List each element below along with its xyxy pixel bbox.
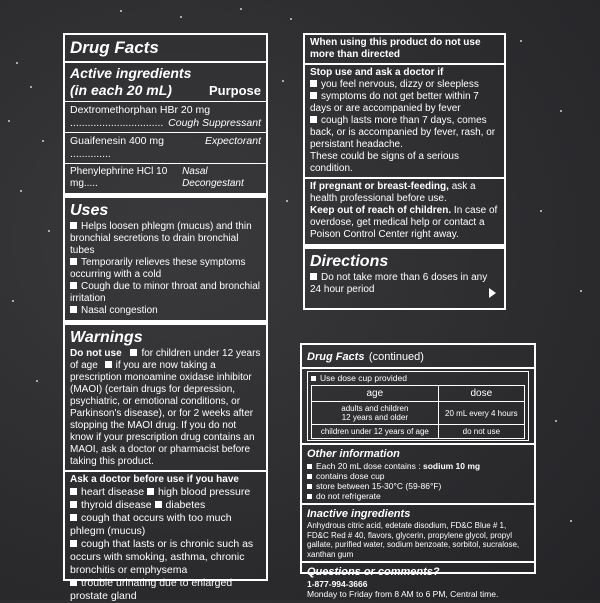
- star-dot: [30, 86, 32, 88]
- star-dot: [42, 140, 44, 142]
- star-dot: [286, 200, 288, 202]
- list-item: Temporarily relieves these symptoms occurring with a cold: [70, 257, 246, 280]
- table-header-dose: dose: [438, 386, 524, 402]
- star-dot: [520, 40, 522, 42]
- other-information-heading: Other information: [307, 448, 400, 460]
- list-item: Each 20 mL dose contains : sodium 10 mg: [307, 461, 529, 471]
- star-dot: [555, 420, 557, 422]
- dose-table: [311, 385, 525, 439]
- uses-list: [70, 221, 261, 317]
- dose-cup-note: Use dose cup provided: [311, 373, 525, 383]
- star-dot: [540, 210, 542, 212]
- ingredient-1-purpose: Cough Suppressant: [168, 117, 261, 129]
- drug-facts-panel-warnings-cont: [303, 33, 506, 310]
- warnings-heading: Warnings: [70, 329, 143, 346]
- star-dot: [180, 16, 182, 18]
- list-item: thyroid disease diabetes: [70, 499, 261, 512]
- table-row: adults and children 12 years and older 20 mL every 4 hours: [312, 402, 525, 425]
- star-dot: [570, 520, 572, 522]
- list-item: Helps loosen phlegm (mucus) and thin bronchial secretions to drain bronchial tubes: [70, 221, 252, 256]
- inactive-ingredients-text: Anhydrous citric acid, edetate disodium, FD&C Blue # 1, FD&C Red # 40, flavors, glycerin, propylene glycol, propyl gallate, purified water, sodium benzoate, sorbitol, sucralose, xanthan gum: [307, 521, 520, 559]
- uses-heading: Uses: [70, 202, 109, 219]
- drug-facts-title: Drug Facts: [70, 38, 159, 57]
- stop-use-heading: Stop use and ask a doctor if: [310, 67, 444, 78]
- star-dot: [580, 290, 582, 292]
- star-dot: [120, 10, 122, 12]
- directions-heading: Directions: [310, 253, 389, 270]
- ingredient-1: Dextromethorphan HBr 20 mg: [70, 104, 211, 116]
- star-dot: [282, 80, 284, 82]
- ask-doctor-list: [70, 486, 261, 603]
- star-dot: [36, 380, 38, 382]
- ingredient-2-purpose: Expectorant: [204, 135, 261, 147]
- ingredient-3: Phenylephrine HCl 10 mg.....: [70, 166, 168, 189]
- ingredient-3-purpose: Nasal Decongestant: [182, 166, 244, 189]
- list-item: Nasal congestion: [70, 305, 261, 317]
- purpose-heading: Purpose: [208, 83, 261, 98]
- list-item: cough that lasts or is chronic such as occurs with smoking, asthma, chronic bronchitis or emphysema: [70, 538, 254, 576]
- directions-item: Do not take more than 6 doses in any 24 hour period: [310, 272, 488, 295]
- star-dot: [290, 18, 292, 20]
- ingredient-2: Guaifenesin 400 mg ..............: [70, 135, 164, 160]
- list-item: cough that occurs with too much phlegm (mucus): [70, 512, 232, 537]
- inactive-ingredients-heading: Inactive ingredients: [307, 508, 411, 520]
- phone-number: 1-877-994-3666: [307, 579, 368, 589]
- per-dose-label: (in each 20 mL): [70, 82, 172, 98]
- star-dot: [12, 300, 14, 302]
- continued-title: Drug Facts (continued): [307, 351, 424, 363]
- ingredient-1-dots: ................................: [70, 117, 164, 129]
- star-dot: [48, 230, 50, 232]
- ask-doctor-heading: Ask a doctor before use if you have: [70, 474, 239, 485]
- star-dot: [16, 62, 18, 64]
- hours-text: Monday to Friday from 8 AM to 6 PM, Central time.: [307, 589, 499, 599]
- star-dot: [8, 120, 10, 122]
- dose-table-box: [307, 371, 529, 441]
- drug-facts-panel-main: [63, 33, 268, 602]
- drug-facts-panel-continued: [300, 343, 536, 599]
- active-ingredients-heading: Active ingredients: [70, 65, 192, 81]
- table-header-age: age: [312, 386, 439, 402]
- list-item: trouble urinating due to enlarged prostate gland: [70, 577, 233, 602]
- serious-text: These could be signs of a serious condition.: [310, 151, 459, 174]
- list-item: store between 15-30°C (59-86°F): [307, 481, 529, 491]
- star-dot: [560, 110, 562, 112]
- star-dot: [240, 8, 242, 10]
- list-item: Cough due to minor throat and bronchial irritation: [70, 281, 261, 304]
- stop-use-list: [310, 79, 499, 175]
- questions-heading: Questions or comments?: [307, 566, 440, 578]
- continued-arrow-icon: [489, 288, 496, 298]
- star-dot: [20, 190, 22, 192]
- list-item: do not refrigerate: [307, 491, 529, 501]
- pregnant-text: If pregnant or breast-feeding, ask a health professional before use.: [310, 181, 476, 204]
- when-using-text: When using this product do not use more than directed: [310, 37, 481, 60]
- list-item: heart disease high blood pressure: [70, 486, 261, 499]
- table-row: children under 12 years of age do not use: [312, 425, 525, 439]
- other-information-list: [307, 461, 529, 501]
- keep-out-text: Keep out of reach of children. In case of overdose, get medical help or contact a Poison Control Center right away.: [310, 205, 498, 240]
- do-not-use-paragraph: Do not use for children under 12 years of age if you are now taking a prescription monoamine oxidase inhibitor (MAOI) (certain drugs for depression, psychiatric, or emotional conditions, or Parkinson's disease), or for 2 weeks after stopping the MAOI drug. If you do not know if your prescription drug contains an MAOI, ask a doctor or pharmacist before taking this product.: [70, 348, 261, 467]
- list-item: cough lasts more than 7 days, comes back, or is accompanied by fever, rash, or persistant headache.: [310, 115, 496, 150]
- list-item: you feel nervous, dizzy or sleepless: [310, 79, 499, 91]
- list-item: symptoms do not get better within 7 days or are accompanied by fever: [310, 91, 479, 114]
- list-item: contains dose cup: [307, 471, 529, 481]
